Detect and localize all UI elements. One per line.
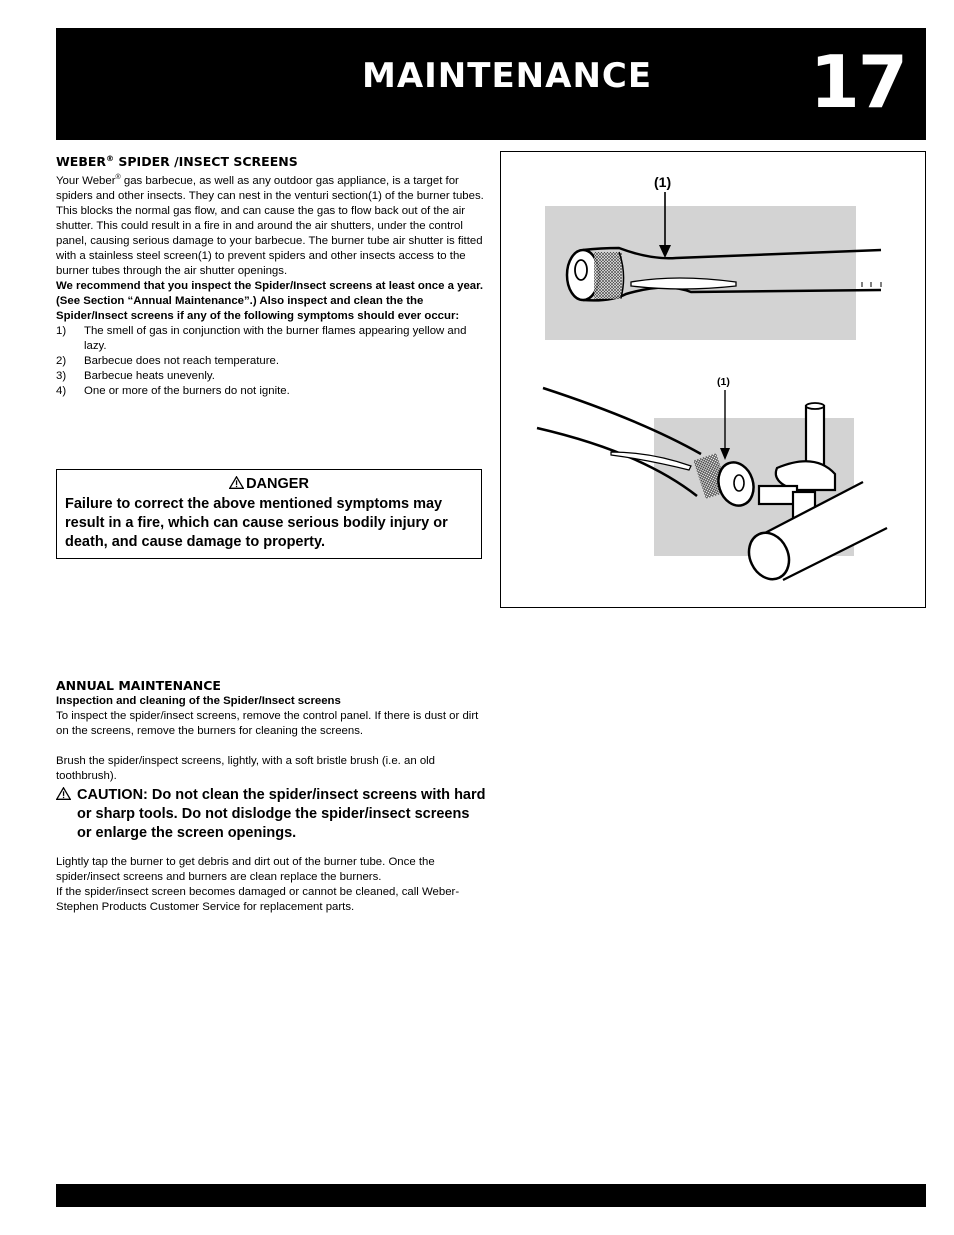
danger-heading: DANGER — [57, 476, 481, 493]
caution-note — [56, 786, 486, 843]
valve-stem-top — [806, 403, 824, 409]
list-item: 1) The smell of gas in conjunction with the burner flames appearing yellow and lazy. — [56, 324, 467, 352]
bottom-callout-label: (1) — [717, 376, 730, 388]
annual-para-4: If the spider/insect screen becomes damaged or cannot be cleaned, call Weber-Stephen Products Customer Service for replacement parts. — [56, 886, 460, 913]
annual-para-3: Lightly tap the burner to get debris and dirt out of the burner tube. Once the spider/insect screens and burners are clean replace the burners. — [56, 856, 435, 883]
insect-screen-top — [594, 252, 622, 299]
annual-para-2: Brush the spider/inspect screens, lightly, with a soft bristle brush (i.e. an old toothbrush). — [56, 755, 436, 782]
annual-subheading: Inspection and cleaning of the Spider/Insect screens — [56, 695, 341, 707]
symptom-list — [56, 324, 486, 399]
list-item: 2) Barbecue does not reach temperature. — [56, 354, 280, 367]
footer-bar — [56, 1184, 926, 1207]
caution-text: CAUTION: Do not clean the spider/insect screens with hard or sharp tools. Do not dislodge the spider/insect screens or enlarge the screen openings. — [77, 787, 486, 841]
danger-box — [56, 469, 482, 559]
warning-triangle-icon — [229, 476, 244, 489]
danger-text: Failure to correct the above mentioned symptoms may result in a fire, which can cause serious bodily injury or death, and cause damage to property. — [65, 496, 448, 550]
spider-section — [56, 151, 486, 399]
spider-recommendation: We recommend that you inspect the Spider/Insect screens at least once a year. (See Section “Annual Maintenance”.) Also inspect and clean the the Spider/Insect screens if any of the following symptoms should ever occur: — [56, 279, 484, 322]
tube-end-inner — [575, 260, 587, 280]
annual-para-1: To inspect the spider/insect screens, remove the control panel. If there is dust or dirt on the screens, remove the burners for cleaning the screens. — [56, 710, 479, 737]
annual-section — [56, 678, 486, 915]
burner-illustration — [501, 152, 925, 607]
list-item: 3) Barbecue heats unevenly. — [56, 369, 215, 382]
list-item: 4) One or more of the burners do not ignite. — [56, 384, 290, 397]
page-number: 17 — [809, 40, 906, 124]
spider-intro: Your Weber® gas barbecue, as well as any outdoor gas appliance, is a target for spiders and other insects. They can nest in the venturi section(1) of the burner tubes. This blocks the normal gas flow, and can cause the gas to flow back out of the air shutter. This could result in a fire in and around the air shutters, under the control panel, causing serious damage to your barbecue. The burner tube air shutter is fitted with a stainless steel screen(1) to prevent spiders and other insects access to the burner tubes through the air shutter openings. — [56, 174, 484, 277]
venturi-slot — [631, 278, 736, 289]
page-header — [56, 28, 926, 140]
annual-heading: ANNUAL MAINTENANCE — [56, 678, 221, 693]
top-callout-label: (1) — [654, 174, 672, 190]
warning-triangle-icon — [56, 787, 71, 800]
page-title: MAINTENANCE — [362, 56, 653, 96]
burner-figure — [500, 151, 926, 608]
valve-stem — [806, 406, 824, 466]
valve-orifice — [759, 486, 797, 504]
angled-tube-end-inner — [734, 475, 744, 491]
spider-heading: WEBER® SPIDER /INSECT SCREENS — [56, 154, 298, 170]
